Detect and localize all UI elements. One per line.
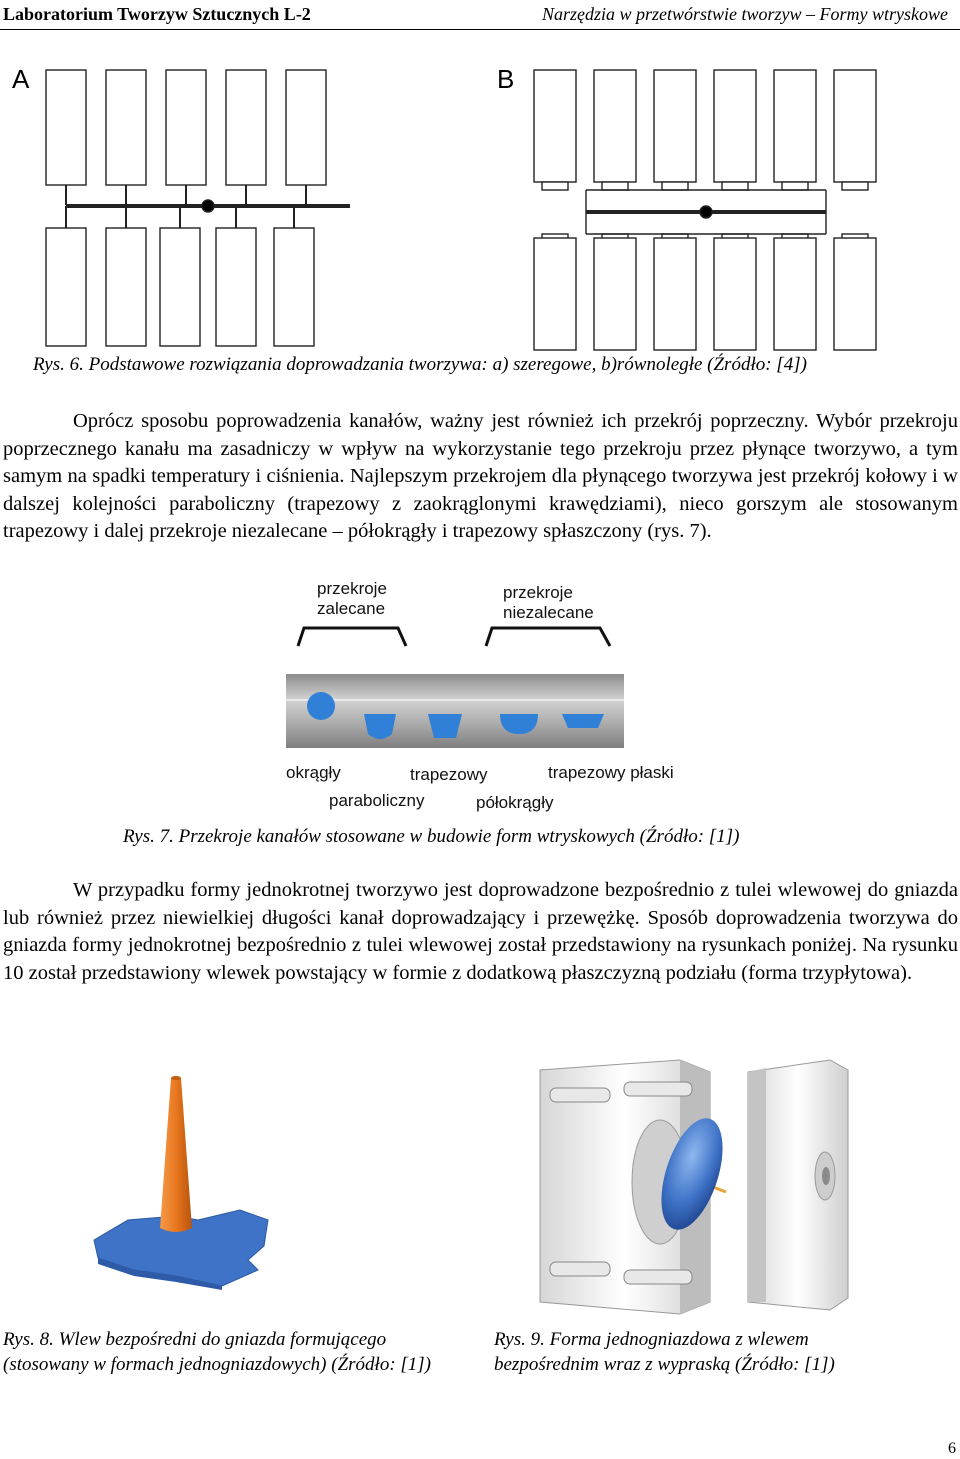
sprue-point	[202, 200, 214, 212]
cavity	[594, 238, 636, 350]
cavity	[834, 238, 876, 350]
sprue-cone	[160, 1078, 192, 1232]
figure-6-label-a: A	[12, 64, 30, 94]
guide-pin	[624, 1270, 692, 1284]
figure-9-caption: Rys. 9. Forma jednogniazdowa z wlewem bezpośrednim wraz z wypraską (Źródło: [1])	[494, 1329, 835, 1375]
figure-8-caption: Rys. 8. Wlew bezpośredni do gniazda formującego (stosowany w formach jednogniazdowych) (Źródło: [1])	[3, 1329, 432, 1375]
cavity	[534, 238, 576, 350]
cavity	[226, 70, 266, 185]
figure-6-runner-layouts	[0, 40, 960, 358]
cavity	[774, 70, 816, 182]
guide-pin	[550, 1262, 610, 1276]
label-recommended	[317, 579, 387, 619]
figure-8-sprue-illustration	[80, 1070, 280, 1290]
cavity	[714, 70, 756, 182]
guide-pin	[624, 1082, 692, 1096]
gate	[602, 182, 628, 190]
cavity	[106, 70, 146, 185]
cavity	[594, 70, 636, 182]
paragraph-cross-sections: Oprócz sposobu poprowadzenia kanałów, ważny jest również ich przekrój poprzeczny. Wybór przekroju poprzecznego kanału ma zasadniczy w wpływ na wykorzystanie tego przekroju przez płynące tworzywo, a tym samym na spadki temperatury i ciśnienia. Najlepszym przekrojem dla płynącego tworzywa jest przekrój kołowy i w dalszej kolejności paraboliczny (trapezowy z zaokrąglonymi krawędziami), nieco gorszym ale stosowanym trapezowy i dalej przekroje niezalecane – półokrągły i trapezowy spłaszczony (rys. 7).	[3, 410, 958, 542]
cavity	[216, 228, 256, 346]
label-recommended-line2: zalecane	[317, 599, 386, 618]
flat-trapezoid-channel	[562, 714, 604, 728]
cavity	[654, 70, 696, 182]
label-flat-trapezoid: trapezowy płaski	[548, 763, 674, 782]
gate	[722, 182, 748, 190]
cavity	[534, 70, 576, 182]
label-not-recommended-line2: niezalecane	[503, 603, 594, 622]
bracket-recommended	[298, 628, 406, 646]
series-layout-diagram	[46, 70, 350, 346]
figure-6-label-b: B	[497, 64, 515, 94]
parallel-layout-diagram	[534, 70, 876, 350]
cavity	[774, 238, 816, 350]
header-title-right: Narzędzia w przetwórstwie tworzyw – Formy wtryskowe	[541, 4, 948, 24]
figure-7-caption: Rys. 7. Przekroje kanałów stosowane w budowie form wtryskowych (Źródło: [1])	[123, 826, 740, 847]
guide-pin	[550, 1088, 610, 1102]
cavity	[286, 70, 326, 185]
sprue-point	[700, 206, 712, 218]
cavity	[274, 228, 314, 346]
label-trapezoid: trapezowy	[410, 765, 488, 784]
label-parabolic: paraboliczny	[329, 791, 425, 810]
cavity	[166, 70, 206, 185]
cavity	[714, 238, 756, 350]
cavity	[46, 70, 86, 185]
header-title-left: Laboratorium Tworzyw Sztucznych L-2	[3, 4, 311, 24]
gate	[542, 182, 568, 190]
cavity	[834, 70, 876, 182]
figure-7-cross-sections	[280, 618, 640, 758]
bracket-not-recommended	[486, 628, 610, 646]
label-round: okrągły	[286, 763, 341, 782]
paragraph-direct-gate: W przypadku formy jednokrotnej tworzywo jest doprowadzone bezpośrednio z tulei wlewowej do gniazda lub również przez niewielkiej długości kanał doprowadzający i przewężkę. Sposób doprowadzenia tworzywa do gniazda formy jednokrotnej bezpośrednio z tulei wlewowej został przedstawiony na rysunkach poniżej. Na rysunku 10 został przedstawiony wlewek powstający w formie z dodatkową płaszczyzną podziału (forma trzypłytowa).	[3, 879, 958, 984]
cavity	[46, 228, 86, 346]
page-number: 6	[948, 1440, 956, 1457]
trapezoid-channel	[428, 714, 462, 738]
label-recommended-line1: przekroje	[317, 579, 387, 598]
figure-6-caption: Rys. 6. Podstawowe rozwiązania doprowadzania tworzywa: a) szeregowe, b)równoległe (Źródło: [4])	[33, 354, 807, 375]
cavity	[106, 228, 146, 346]
cavity	[654, 238, 696, 350]
label-not-recommended-line1: przekroje	[503, 583, 573, 602]
cavity	[160, 228, 200, 346]
gate	[662, 182, 688, 190]
header-divider	[0, 29, 960, 30]
round-channel	[307, 692, 335, 720]
label-half-round: półokrągły	[476, 793, 554, 812]
gate	[842, 182, 868, 190]
gate	[782, 182, 808, 190]
figure-9-mold-illustration	[530, 1052, 860, 1317]
label-not-recommended	[503, 583, 594, 623]
